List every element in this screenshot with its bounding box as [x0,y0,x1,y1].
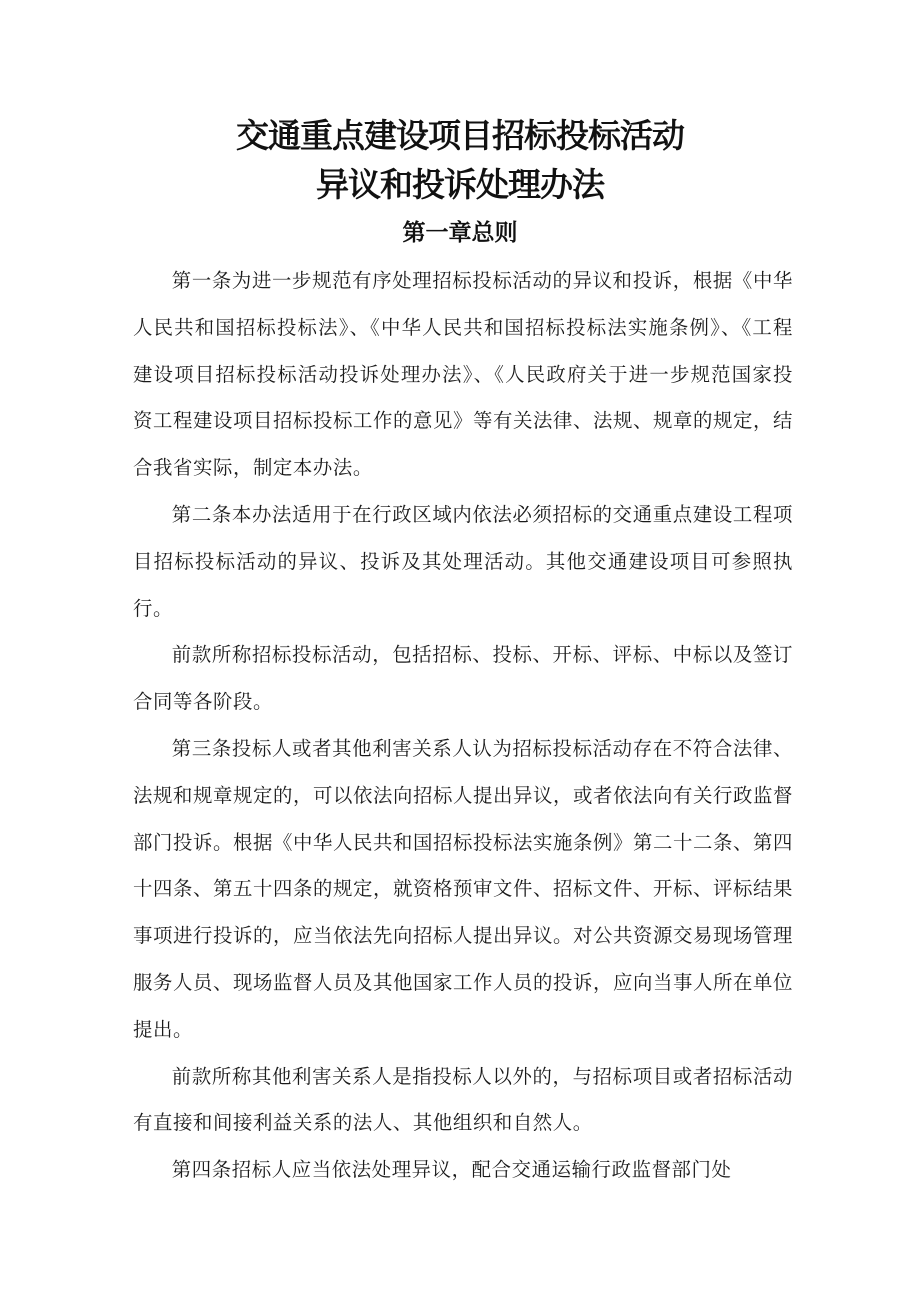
chapter-heading: 第一章总则 [402,220,518,246]
article-4-paragraph: 第四条招标人应当依法处理异议，配合交通运输行政监督部门处 [171,1158,732,1182]
article-2-clause-paragraph: 前款所称招标投标活动，包括招标、投标、开标、评标、中标以及签订合同等各阶段。 [133,643,793,714]
document-title-line-1: 交通重点建设项目招标投标活动 [236,116,684,155]
article-1-paragraph: 第一条为进一步规范有序处理招标投标活动的异议和投诉，根据《中华人民共和国招标投标法》、《中华人民共和国招标投标法实施条例》、《工程建设项目招标投标活动投诉处理办法》、《人民政府关于进一步规范国家投资工程建设项目招标投标工作的意见》等有关法律、法规、规章的规定，结合我省实际，制定本办法。 [133,269,793,480]
article-3-clause-paragraph: 前款所称其他利害关系人是指投标人以外的，与招标项目或者招标活动有直接和间接利益关系的法人、其他组织和自然人。 [133,1064,793,1135]
document-title-line-2: 异议和投诉处理办法 [316,165,604,204]
article-2-paragraph: 第二条本办法适用于在行政区域内依法必须招标的交通重点建设工程项目招标投标活动的异议、投诉及其处理活动。其他交通建设项目可参照执行。 [133,502,793,620]
article-3-paragraph: 第三条投标人或者其他利害关系人认为招标投标活动存在不符合法律、法规和规章规定的，可以依法向招标人提出异议，或者依法向有关行政监督部门投诉。根据《中华人民共和国招标投标法实施条例》第二十二条、第四十四条、第五十四条的规定，就资格预审文件、招标文件、开标、评标结果事项进行投诉的，应当依法先向招标人提出异议。对公共资源交易现场管理服务人员、现场监督人员及其他国家工作人员的投诉，应向当事人所在单位提出。 [133,736,793,1041]
document-body [133,258,793,1194]
